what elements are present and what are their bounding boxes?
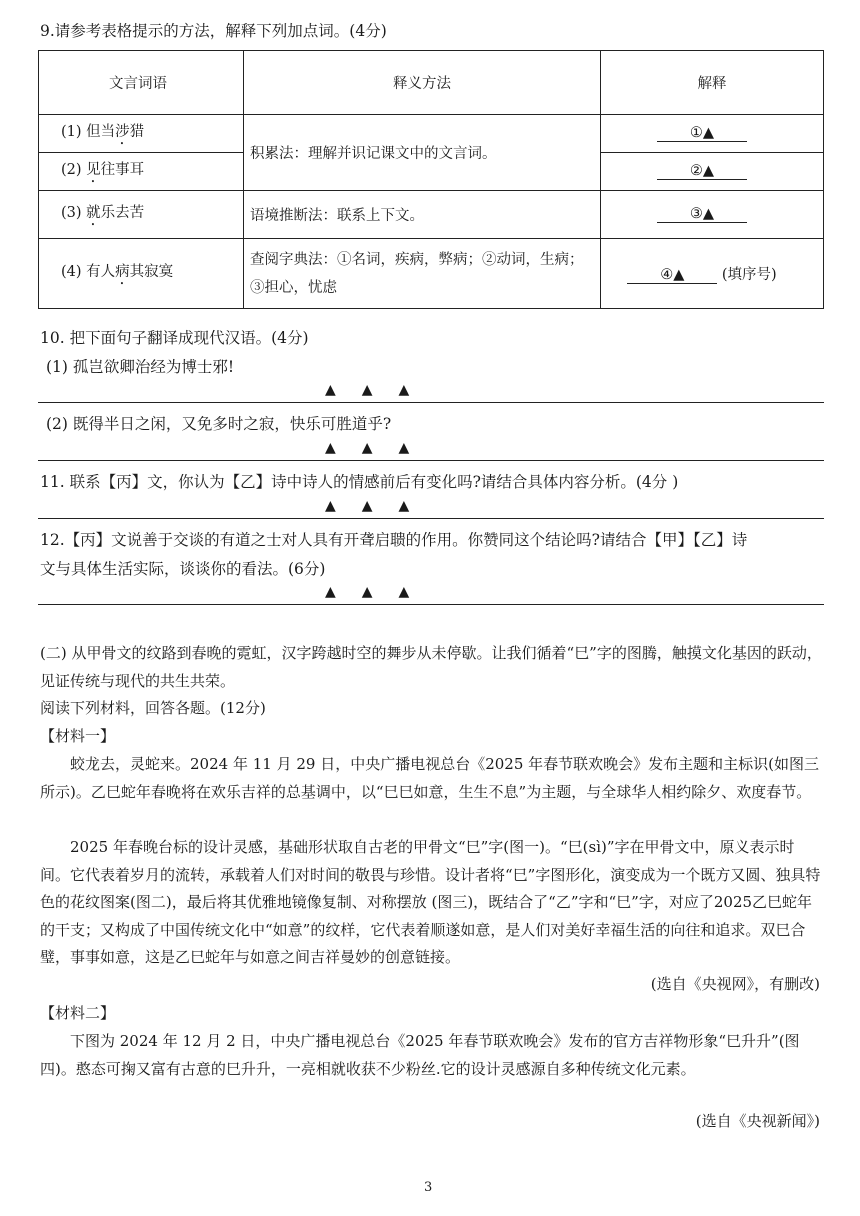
header-cell: 文言词语 bbox=[39, 51, 244, 115]
table-row bbox=[39, 191, 824, 239]
section2-instruction: 阅读下列材料，回答各题。(12分) bbox=[40, 699, 266, 717]
word-cell: (4) 有人病其寂寞 bbox=[39, 239, 244, 309]
table-header-row bbox=[39, 51, 824, 115]
answer-marks: ▲▲▲ bbox=[325, 498, 436, 514]
answer-cell bbox=[601, 191, 824, 239]
answer-marks: ▲▲▲ bbox=[325, 440, 436, 456]
answer-line[interactable] bbox=[38, 518, 824, 519]
answer-blank[interactable]: ②▲ bbox=[657, 163, 747, 180]
answer-cell bbox=[601, 115, 824, 153]
answer-blank[interactable]: ③▲ bbox=[657, 206, 747, 223]
word-cell: (1) 但当涉猎 bbox=[39, 115, 244, 153]
word-cell: (3) 就乐去苦 bbox=[39, 191, 244, 239]
section2-intro: (二) 从甲骨文的纹路到春晚的霓虹，汉字跨越时空的舞步从未停歇。让我们循着“巳”字的图腾，触摸文化基因的跃动，见证传统与现代的共生共荣。 bbox=[40, 644, 822, 690]
method-cell: 语境推断法：联系上下文。 bbox=[244, 191, 601, 239]
method-cell: 积累法：理解并识记课文中的文言词。 bbox=[244, 115, 601, 191]
q9-title: 9.请参考表格提示的方法，解释下列加点词。(4分) bbox=[40, 22, 387, 40]
answer-marks: ▲▲▲ bbox=[325, 584, 436, 600]
material2-label: 【材料二】 bbox=[40, 1004, 116, 1022]
q10-sentence-2: (2) 既得半日之闲，又免多时之寂，快乐可胜道乎? bbox=[46, 415, 392, 433]
answer-line[interactable] bbox=[38, 402, 824, 403]
header-cell: 解释 bbox=[601, 51, 824, 115]
material1-paragraph-2: 2025 年春晚台标的设计灵感，基础形状取自古老的甲骨文“巳”字(图一)。“巳(sì)”字在甲骨文中，原义表示时间。它代表着岁月的流转，承载着人们对时间的敬畏与珍惜。设计者将“巳”字图形化，演变成为一个既方又圆、独具特色的花纹图案(图二)，最后将其优雅地镜像复制、对称摆放 (图三)，既结合了“乙”字和“巳”字，对应了2025乙巳蛇年的干支；又构成了中国传统文化中“如意”的纹样，它代表着顺遂如意，是人们对美好幸福生活的向往和追求。双巳合璧，事事如意，这是乙巳蛇年与如意之间吉祥曼妙的创意链接。 bbox=[40, 838, 821, 966]
answer-note: (填序号) bbox=[721, 267, 777, 283]
material2-paragraph: 下图为 2024 年 12 月 2 日，中央广播电视总台《2025 年春节联欢晚会》发布的官方吉祥物形象“巳升升”(图四)。憨态可掬又富有古意的巳升升，一亮相就收获不少粉丝.它的设计灵感源自多种传统文化元素。 bbox=[40, 1032, 800, 1078]
material2-source: (选自《央视新闻》) bbox=[695, 1112, 820, 1130]
q10-title: 10. 把下面句子翻译成现代汉语。(4分) bbox=[40, 329, 309, 347]
method-cell: 查阅字典法：①名词，疾病，弊病；②动词，生病；③担心，忧虑 bbox=[244, 239, 601, 309]
material1-paragraph-1: 蛟龙去，灵蛇来。2024 年 11 月 29 日，中央广播电视总台《2025 年春节联欢晚会》发布主题和主标识(如图三所示)。乙巳蛇年春晚将在欢乐吉祥的总基调中，以“巳巳如意，生生不息”为主题，与全球华人相约除夕、欢度春节。 bbox=[40, 755, 819, 801]
answer-cell bbox=[601, 153, 824, 191]
material1-source: (选自《央视网》，有删改) bbox=[650, 975, 820, 993]
answer-blank[interactable]: ①▲ bbox=[657, 125, 747, 142]
word-cell: (2) 见往事耳 bbox=[39, 153, 244, 191]
q11-text: 11. 联系【丙】文，你认为【乙】诗中诗人的情感前后有变化吗?请结合具体内容分析。(4分 ) bbox=[40, 473, 679, 491]
answer-cell bbox=[601, 239, 824, 309]
page-number: 3 bbox=[424, 1180, 433, 1195]
material1-label: 【材料一】 bbox=[40, 727, 116, 745]
answer-marks: ▲▲▲ bbox=[325, 382, 436, 398]
table-row bbox=[39, 239, 824, 309]
answer-line[interactable] bbox=[38, 604, 824, 605]
answer-blank[interactable]: ④▲ bbox=[627, 267, 717, 284]
answer-line[interactable] bbox=[38, 460, 824, 461]
q10-sentence-1: (1) 孤岂欲卿治经为博士邪! bbox=[46, 358, 235, 376]
q12-line-2: 文与具体生活实际，谈谈你的看法。(6分) bbox=[40, 560, 326, 578]
header-cell: 释义方法 bbox=[244, 51, 601, 115]
q12-line-1: 12.【丙】文说善于交谈的有道之士对人具有开聋启聩的作用。你赞同这个结论吗?请结合【甲】【乙】诗 bbox=[40, 531, 748, 549]
q9-table bbox=[38, 50, 824, 309]
table-row bbox=[39, 115, 824, 153]
